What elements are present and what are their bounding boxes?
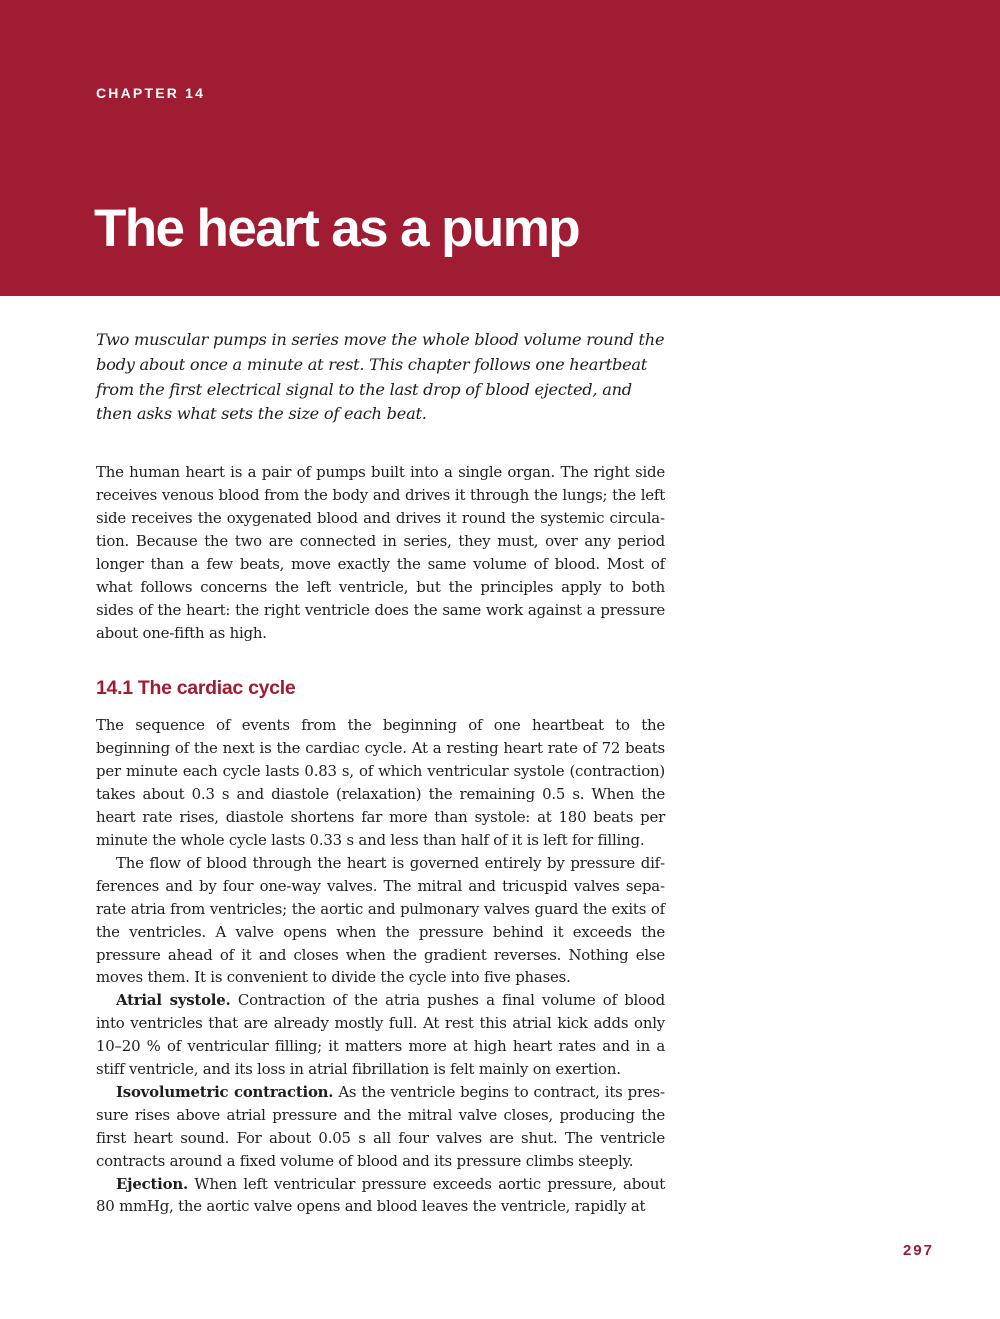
section-heading: 14.1 The cardiac cycle: [96, 677, 296, 700]
paragraph-text: Contraction of the atria pushes a final volume of blood into ventricles that are already mostly full. At rest this atrial kick adds only 10–20 % of ventricular filling; it matters more at high heart rates and in a stiff ventricle, and its loss in atrial fibrillation is felt mainly on exertion.: [96, 991, 665, 1079]
section-paragraph: [96, 852, 665, 989]
chapter-label: CHAPTER 14: [96, 85, 206, 101]
run-in-heading: Isovolumetric contraction.: [116, 1082, 334, 1101]
paragraph-text: The flow of blood through the heart is governed entirely by pressure differences and by four one-way valves. The mitral and tricuspid valves separate atria from ventricles; the aortic and pulmonary valves guard the exits of the ventricles. A valve opens when the pressure behind it exceeds the pressure ahead of it and closes when the gradient reverses. Nothing else moves them. It is convenient to divide the cycle into five phases.: [96, 853, 665, 987]
run-in-heading: Ejection.: [116, 1174, 188, 1193]
section-paragraph: [96, 1173, 665, 1219]
page-content: [96, 328, 665, 1218]
section-paragraph: [96, 989, 665, 1081]
chapter-lede: Two muscular pumps in series move the whole blood volume round the body about once a minute at rest. This chapter follows one heartbeat from the first electrical signal to the last drop of blood ejected, and then asks what sets the size of each beat.: [96, 330, 665, 424]
chapter-title: The heart as a pump: [94, 199, 580, 258]
paragraph-text: As the ventricle begins to contract, its pressure rises above atrial pressure and the mitral valve closes, producing the first heart sound. For about 0.05 s all four valves are shut. The ventricle contracts around a fixed volume of blood and its pressure climbs steeply.: [96, 1082, 665, 1170]
paragraph-text: The sequence of events from the beginning of one heartbeat to the beginning of the next is the cardiac cycle. At a resting heart rate of 72 beats per minute each cycle lasts 0.83 s, of which ventricular systole (contraction) takes about 0.3 s and diastole (relaxation) the remaining 0.5 s. When the heart rate rises, diastole shortens far more than systole: at 180 beats per minute the whole cycle lasts 0.33 s and less than half of it is left for filling.: [96, 716, 665, 849]
chapter-banner: [0, 0, 1000, 296]
page-number: 297: [902, 1242, 934, 1259]
intro-paragraph: The human heart is a pair of pumps built into a single organ. The right side receives venous blood from the body and drives it through the lungs; the left side receives the oxygenated blood and drives it round the systemic circulation. Because the two are connected in series, they must, over any period longer than a few beats, move exactly the same volume of blood. Most of what follows concerns the left ventricle, but the principles apply to both sides of the heart: the right ventricle does the same work against a pressure about one-fifth as high.: [96, 463, 665, 642]
body-text: [96, 461, 665, 1218]
section-paragraph: [96, 714, 665, 851]
paragraph-text: When left ventricular pressure exceeds aortic pressure, about 80 mmHg, the aortic valve opens and blood leaves the ventricle, rapidly at: [96, 1174, 665, 1216]
section-paragraph: [96, 1081, 665, 1173]
run-in-heading: Atrial systole.: [116, 991, 231, 1010]
